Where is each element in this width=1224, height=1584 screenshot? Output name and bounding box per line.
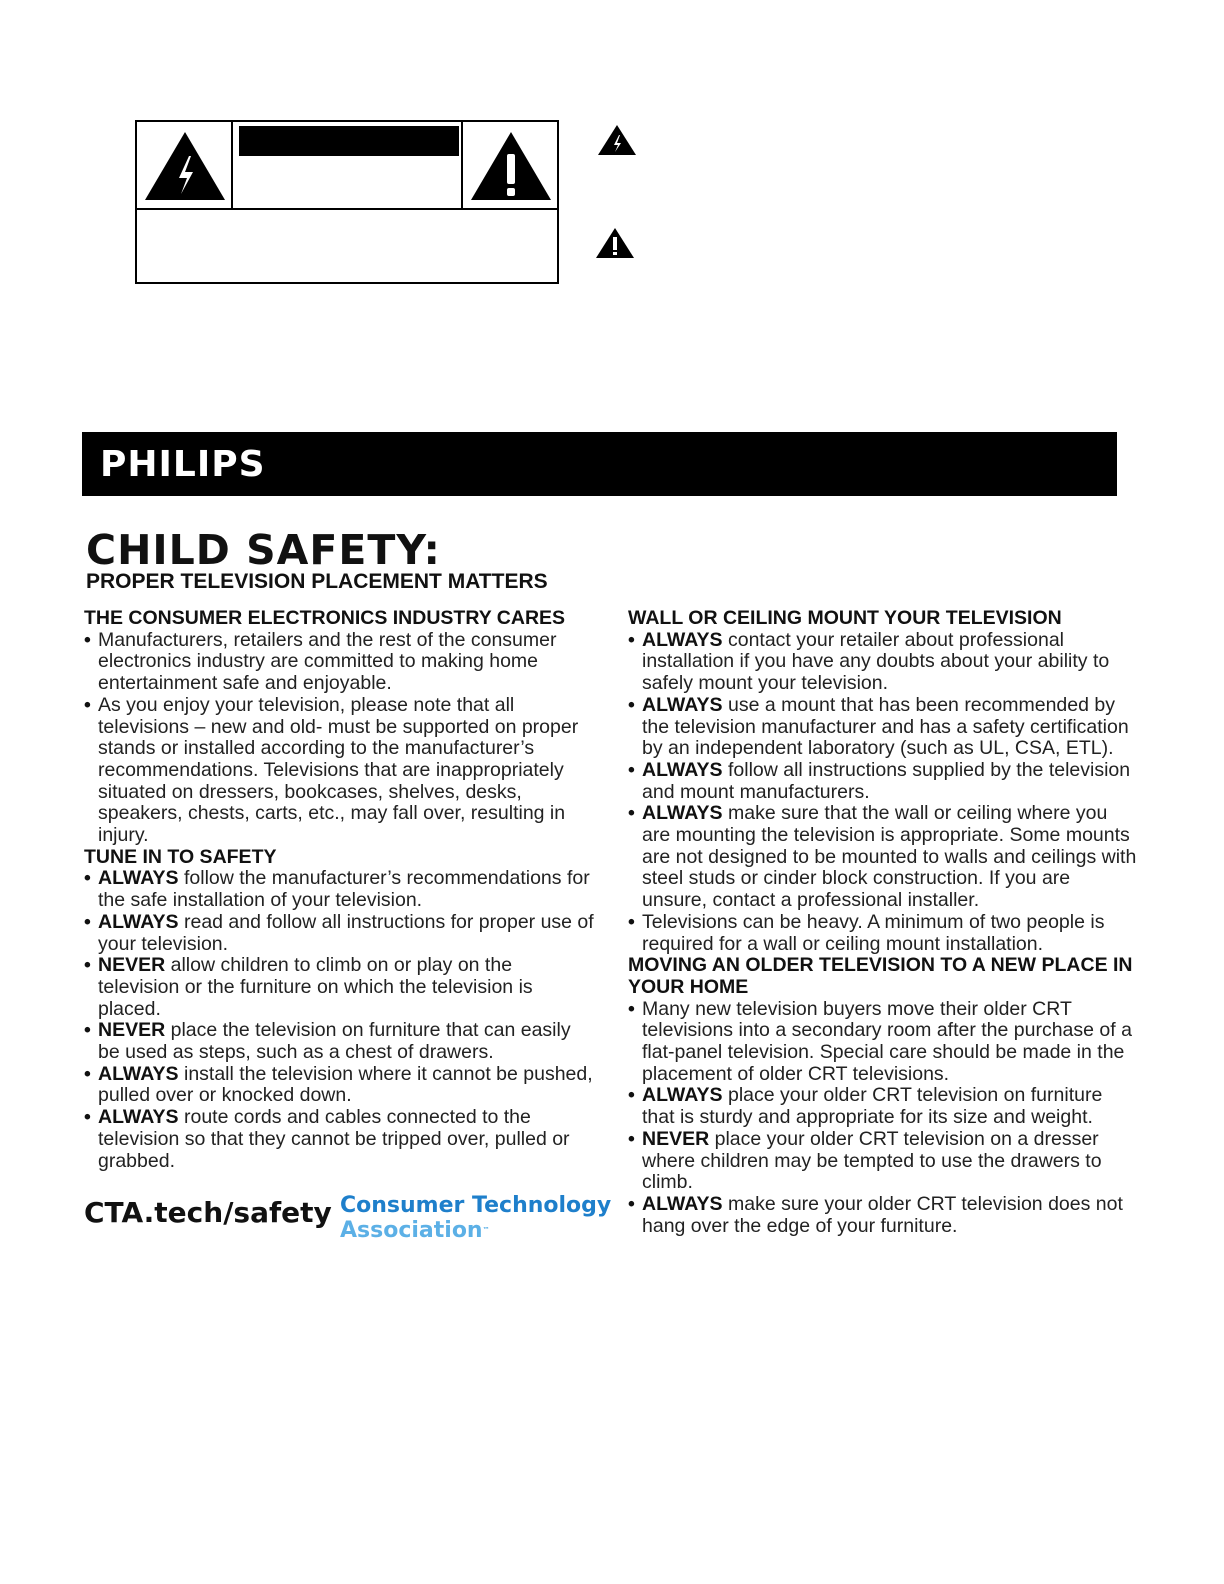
lightning-warning-icon [143,128,227,202]
brand-logo: PHILIPS [100,444,266,485]
list-item: • NEVER place your older CRT television on a dresser where children may be tempted to use the drawers to climb. [628,1129,1138,1194]
cta-logo-line2: Association™ [340,1218,490,1243]
list-item: • Many new television buyers move their older CRT televisions into a secondary room after the purchase of a flat-panel television. Special care should be made in the placement of older CRT televisions. [628,999,1138,1086]
list-item: • As you enjoy your television, please note that all televisions – new and old- must be supported on proper stands or installed according to the manufacturer’s recommendations. Televisions that are inappropriately situated on dressers, bookcases, shelves, desks, speakers, chests, carts, etc., may fall over, resulting in injury. [84,695,594,847]
cta-safety-url: CTA.tech/safety [84,1196,332,1229]
keyword: NEVER [98,954,166,977]
left-column [84,608,594,1172]
bullet-list [628,630,1138,956]
keyword: ALWAYS [98,867,179,890]
keyword: ALWAYS [642,758,723,781]
keyword: ALWAYS [642,1192,723,1215]
keyword: ALWAYS [98,1062,179,1085]
section-heading: WALL OR CEILING MOUNT YOUR TELEVISION [628,607,1062,629]
bullet-list [84,868,594,1172]
keyword: ALWAYS [642,802,723,825]
section-heading: TUNE IN TO SAFETY [84,845,277,868]
bullet-list [628,999,1138,1238]
list-item: • NEVER place the television on furniture that can easily be used as steps, such as a chest of drawers. [84,1020,594,1063]
exclamation-warning-icon [469,128,553,202]
list-item: • NEVER allow children to climb on or play on the television or the furniture on which the television is placed. [84,955,594,1020]
keyword: ALWAYS [642,628,723,651]
list-item: • ALWAYS contact your retailer about professional installation if you have any doubts about your ability to safely mount your television. [628,630,1138,695]
warning-label-right-cell [461,122,557,208]
warning-label-left-cell [137,122,233,208]
page-title: CHILD SAFETY: [86,526,441,574]
keyword: NEVER [642,1127,710,1150]
list-item: • ALWAYS make sure your older CRT television does not hang over the edge of your furniture. [628,1194,1138,1237]
list-item: • Televisions can be heavy. A minimum of two people is required for a wall or ceiling mount installation. [628,912,1138,955]
list-item: • ALWAYS route cords and cables connected to the television so that they cannot be tripped over, pulled or grabbed. [84,1107,594,1172]
list-item: • ALWAYS install the television where it cannot be pushed, pulled over or knocked down. [84,1064,594,1107]
page-subtitle: PROPER TELEVISION PLACEMENT MATTERS [86,570,548,593]
section-heading: MOVING AN OLDER TELEVISION TO A NEW PLACE IN YOUR HOME [628,954,1133,998]
list-item: • ALWAYS follow the manufacturer’s recommendations for the safe installation of your television. [84,868,594,911]
warning-label-top-row [137,122,557,210]
list-item: • Manufacturers, retailers and the rest of the consumer electronics industry are committed to making home entertainment safe and enjoyable. [84,630,594,695]
cta-logo [340,1193,611,1243]
lightning-warning-icon [597,124,637,156]
bullet-list [84,630,594,847]
list-item: • ALWAYS read and follow all instructions for proper use of your television. [84,912,594,955]
keyword: ALWAYS [642,693,723,716]
keyword: ALWAYS [98,1106,179,1129]
exclamation-warning-icon [595,227,635,259]
list-item: • ALWAYS make sure that the wall or ceiling where you are mounting the television is appropriate. Some mounts are not designed to be mounted to walls and ceilings with steel studs or cinder block construction. If you are unsure, contact a professional installer. [628,803,1138,912]
warning-label-black-bar [239,126,459,156]
keyword: ALWAYS [642,1084,723,1107]
keyword: ALWAYS [98,910,179,933]
list-item: • ALWAYS place your older CRT television on furniture that is sturdy and appropriate for its size and weight. [628,1085,1138,1128]
cta-logo-line1: Consumer Technology [340,1193,612,1218]
section-heading: THE CONSUMER ELECTRONICS INDUSTRY CARES [84,607,566,629]
keyword: NEVER [98,1019,166,1042]
trademark-mark: ™ [482,1226,490,1234]
brand-bar [82,432,1117,496]
list-item: • ALWAYS use a mount that has been recommended by the television manufacturer and has a safety certification by an independent laboratory (such as UL, CSA, ETL). [628,695,1138,760]
warning-label-box [135,120,559,284]
right-column [628,608,1138,1237]
list-item: • ALWAYS follow all instructions supplied by the television and mount manufacturers. [628,760,1138,803]
